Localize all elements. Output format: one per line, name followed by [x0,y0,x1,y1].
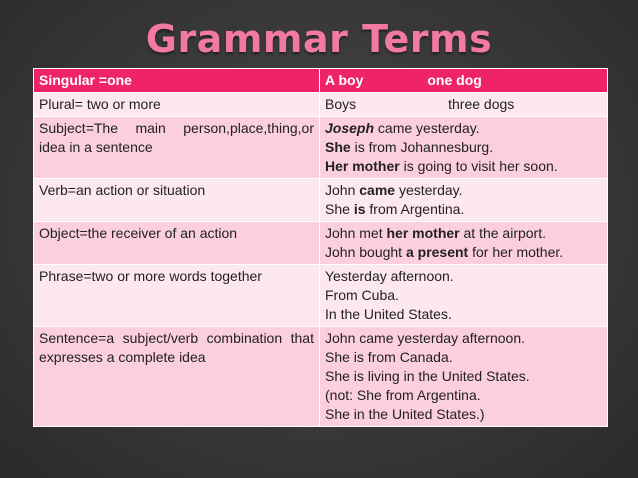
table-row [34,265,608,327]
bold-word: a present [405,244,469,260]
example-line [325,200,602,219]
example-cell-sentence [320,327,608,427]
slide-title: Grammar Terms [145,17,493,61]
bold-word: Her mother [325,158,400,174]
example-line: She is from Canada. [325,349,453,365]
table-row [34,93,608,117]
example-text: She [325,201,354,217]
term-cell-plural: Plural= two or more [34,93,320,117]
example-line [325,181,602,200]
grammar-terms-table [33,68,608,427]
bold-word: Joseph [325,120,375,136]
example-line [325,157,602,176]
table-header-row [34,69,608,93]
example-text: at the airport. [459,225,546,241]
example-line [325,243,602,262]
example-plural-a: Boys [325,96,357,112]
term-cell-sentence: Sentence=a subject/verb combination that expresses a complete idea [34,327,320,427]
example-plural-b: three dogs [448,96,515,112]
header-cell-term: Singular =one [34,69,320,93]
example-text: yesterday. [395,182,463,198]
example-line: (not: She from Argentina. [325,387,481,403]
bold-word: her mother [386,225,460,241]
term-cell-object: Object=the receiver of an action [34,222,320,265]
example-text: from Argentina. [365,201,465,217]
example-line: From Cuba. [325,287,399,303]
example-text: for her mother. [468,244,564,260]
bold-word: is [353,201,366,217]
table-row [34,327,608,427]
example-text: is from Johannesburg. [350,139,494,155]
example-line: She is living in the United States. [325,368,530,384]
term-cell-verb: Verb=an action or situation [34,179,320,222]
example-text: is going to visit her soon. [399,158,558,174]
header-example-a: A boy [325,72,364,88]
example-cell-subject [320,117,608,179]
example-line [325,138,602,157]
example-text: came yesterday. [374,120,480,136]
example-line [325,224,602,243]
table-row [34,179,608,222]
header-example-b: one dog [427,72,482,88]
example-line [325,119,602,138]
term-cell-subject: Subject=The main person,place,thing,or idea in a sentence [34,117,320,179]
bold-word: She [325,139,351,155]
example-line: John came yesterday afternoon. [325,330,526,346]
example-line: She in the United States.) [325,406,485,422]
example-cell-plural [320,93,608,117]
header-cell-example [320,69,608,93]
table-row [34,222,608,265]
term-cell-phrase: Phrase=two or more words together [34,265,320,327]
example-text: John met [325,225,387,241]
table-row [34,117,608,179]
example-line: Yesterday afternoon. [325,268,454,284]
bold-word: came [359,182,396,198]
example-text: John [325,182,360,198]
example-cell-phrase [320,265,608,327]
example-line: In the United States. [325,306,452,322]
example-cell-object [320,222,608,265]
example-cell-verb [320,179,608,222]
example-text: John bought [325,244,406,260]
